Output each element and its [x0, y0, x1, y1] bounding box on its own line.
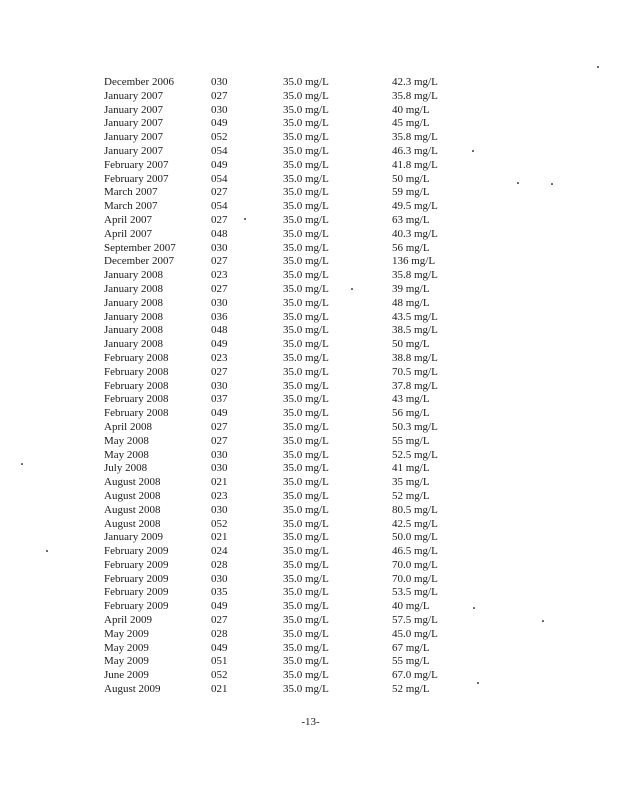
table-row: [104, 518, 484, 532]
row-outfall-code: 054: [211, 144, 228, 157]
row-date: April 2008: [104, 420, 152, 433]
row-result: 53.5 mg/L: [392, 586, 438, 599]
row-limit: 35.0 mg/L: [283, 393, 329, 406]
table-row: [104, 117, 484, 131]
row-limit: 35.0 mg/L: [283, 489, 329, 502]
row-limit: 35.0 mg/L: [283, 365, 329, 378]
row-date: January 2009: [104, 531, 163, 544]
data-table: [104, 76, 484, 697]
scan-speck: [244, 218, 246, 220]
row-outfall-code: 037: [211, 393, 228, 406]
row-outfall-code: 051: [211, 655, 228, 668]
table-row: [104, 669, 484, 683]
scan-speck: [473, 607, 475, 609]
row-result: 50.0 mg/L: [392, 531, 438, 544]
row-limit: 35.0 mg/L: [283, 172, 329, 185]
table-row: [104, 490, 484, 504]
row-result: 67 mg/L: [392, 641, 430, 654]
table-row: [104, 614, 484, 628]
row-outfall-code: 027: [211, 614, 228, 627]
row-limit: 35.0 mg/L: [283, 503, 329, 516]
row-outfall-code: 023: [211, 489, 228, 502]
row-outfall-code: 054: [211, 172, 228, 185]
page-number: -13-: [301, 716, 320, 728]
row-limit: 35.0 mg/L: [283, 641, 329, 654]
table-row: [104, 159, 484, 173]
row-result: 45.0 mg/L: [392, 627, 438, 640]
row-limit: 35.0 mg/L: [283, 89, 329, 102]
row-limit: 35.0 mg/L: [283, 420, 329, 433]
row-outfall-code: 030: [211, 448, 228, 461]
row-result: 39 mg/L: [392, 282, 430, 295]
row-outfall-code: 028: [211, 627, 228, 640]
table-row: [104, 476, 484, 490]
row-limit: 35.0 mg/L: [283, 117, 329, 130]
row-limit: 35.0 mg/L: [283, 269, 329, 282]
row-limit: 35.0 mg/L: [283, 324, 329, 337]
row-date: January 2007: [104, 103, 163, 116]
row-date: January 2008: [104, 338, 163, 351]
table-row: [104, 297, 484, 311]
row-limit: 35.0 mg/L: [283, 227, 329, 240]
scan-speck: [472, 150, 474, 152]
table-row: [104, 683, 484, 697]
row-outfall-code: 030: [211, 76, 228, 88]
row-date: January 2007: [104, 89, 163, 102]
row-outfall-code: 036: [211, 310, 228, 323]
row-result: 37.8 mg/L: [392, 379, 438, 392]
row-result: 42.5 mg/L: [392, 517, 438, 530]
row-limit: 35.0 mg/L: [283, 586, 329, 599]
row-limit: 35.0 mg/L: [283, 296, 329, 309]
row-result: 50.3 mg/L: [392, 420, 438, 433]
table-row: [104, 173, 484, 187]
row-outfall-code: 049: [211, 338, 228, 351]
table-row: [104, 131, 484, 145]
row-limit: 35.0 mg/L: [283, 282, 329, 295]
row-result: 49.5 mg/L: [392, 200, 438, 213]
table-row: [104, 642, 484, 656]
table-row: [104, 559, 484, 573]
row-outfall-code: 030: [211, 296, 228, 309]
row-outfall-code: 030: [211, 103, 228, 116]
table-row: [104, 324, 484, 338]
row-limit: 35.0 mg/L: [283, 558, 329, 571]
row-date: February 2007: [104, 172, 169, 185]
row-outfall-code: 054: [211, 200, 228, 213]
row-limit: 35.0 mg/L: [283, 683, 329, 696]
row-date: February 2008: [104, 351, 169, 364]
table-row: [104, 352, 484, 366]
row-outfall-code: 027: [211, 186, 228, 199]
row-outfall-code: 048: [211, 227, 228, 240]
row-result: 45 mg/L: [392, 117, 430, 130]
row-date: February 2008: [104, 393, 169, 406]
row-date: May 2009: [104, 641, 149, 654]
row-date: August 2008: [104, 489, 161, 502]
row-result: 43 mg/L: [392, 393, 430, 406]
row-limit: 35.0 mg/L: [283, 310, 329, 323]
table-row: [104, 421, 484, 435]
row-date: February 2009: [104, 545, 169, 558]
row-limit: 35.0 mg/L: [283, 434, 329, 447]
row-date: March 2007: [104, 186, 158, 199]
row-outfall-code: 049: [211, 641, 228, 654]
row-limit: 35.0 mg/L: [283, 669, 329, 682]
row-date: February 2009: [104, 600, 169, 613]
row-date: May 2008: [104, 434, 149, 447]
row-date: January 2008: [104, 324, 163, 337]
row-result: 67.0 mg/L: [392, 669, 438, 682]
row-outfall-code: 027: [211, 213, 228, 226]
row-result: 50 mg/L: [392, 172, 430, 185]
row-limit: 35.0 mg/L: [283, 103, 329, 116]
row-date: May 2009: [104, 627, 149, 640]
table-row: [104, 76, 484, 90]
table-row: [104, 655, 484, 669]
row-limit: 35.0 mg/L: [283, 531, 329, 544]
table-row: [104, 90, 484, 104]
table-row: [104, 214, 484, 228]
scan-speck: [542, 620, 544, 622]
row-date: January 2007: [104, 131, 163, 144]
row-outfall-code: 027: [211, 282, 228, 295]
table-row: [104, 407, 484, 421]
row-limit: 35.0 mg/L: [283, 379, 329, 392]
scan-speck: [351, 288, 353, 290]
row-result: 63 mg/L: [392, 213, 430, 226]
row-outfall-code: 021: [211, 531, 228, 544]
row-outfall-code: 023: [211, 351, 228, 364]
row-outfall-code: 027: [211, 434, 228, 447]
row-result: 70.0 mg/L: [392, 572, 438, 585]
row-result: 42.3 mg/L: [392, 76, 438, 88]
row-result: 52.5 mg/L: [392, 448, 438, 461]
row-limit: 35.0 mg/L: [283, 600, 329, 613]
row-limit: 35.0 mg/L: [283, 448, 329, 461]
row-limit: 35.0 mg/L: [283, 213, 329, 226]
row-outfall-code: 027: [211, 365, 228, 378]
row-limit: 35.0 mg/L: [283, 131, 329, 144]
table-row: [104, 104, 484, 118]
row-limit: 35.0 mg/L: [283, 76, 329, 88]
scan-speck: [21, 463, 23, 465]
row-date: February 2008: [104, 407, 169, 420]
row-outfall-code: 021: [211, 683, 228, 696]
table-row: [104, 628, 484, 642]
row-outfall-code: 023: [211, 269, 228, 282]
row-result: 43.5 mg/L: [392, 310, 438, 323]
row-result: 38.5 mg/L: [392, 324, 438, 337]
row-date: January 2008: [104, 296, 163, 309]
scan-speck: [46, 550, 48, 552]
row-limit: 35.0 mg/L: [283, 627, 329, 640]
row-outfall-code: 049: [211, 117, 228, 130]
row-date: July 2008: [104, 462, 148, 475]
row-date: January 2007: [104, 117, 163, 130]
table-row: [104, 311, 484, 325]
row-date: January 2007: [104, 144, 163, 157]
scan-speck: [477, 682, 479, 684]
row-result: 57.5 mg/L: [392, 614, 438, 627]
table-row: [104, 531, 484, 545]
table-row: [104, 283, 484, 297]
row-result: 35.8 mg/L: [392, 131, 438, 144]
row-result: 59 mg/L: [392, 186, 430, 199]
row-outfall-code: 024: [211, 545, 228, 558]
row-outfall-code: 028: [211, 558, 228, 571]
row-date: April 2007: [104, 227, 152, 240]
row-result: 35.8 mg/L: [392, 269, 438, 282]
row-limit: 35.0 mg/L: [283, 462, 329, 475]
row-outfall-code: 030: [211, 241, 228, 254]
row-limit: 35.0 mg/L: [283, 655, 329, 668]
row-result: 55 mg/L: [392, 434, 430, 447]
row-date: February 2007: [104, 158, 169, 171]
table-row: [104, 255, 484, 269]
row-limit: 35.0 mg/L: [283, 614, 329, 627]
table-row: [104, 380, 484, 394]
row-outfall-code: 030: [211, 572, 228, 585]
row-result: 52 mg/L: [392, 683, 430, 696]
row-result: 35.8 mg/L: [392, 89, 438, 102]
row-result: 70.5 mg/L: [392, 365, 438, 378]
row-result: 48 mg/L: [392, 296, 430, 309]
row-outfall-code: 027: [211, 89, 228, 102]
row-limit: 35.0 mg/L: [283, 407, 329, 420]
row-result: 40 mg/L: [392, 600, 430, 613]
row-outfall-code: 030: [211, 503, 228, 516]
row-date: April 2007: [104, 213, 152, 226]
table-row: [104, 600, 484, 614]
row-result: 46.3 mg/L: [392, 144, 438, 157]
row-outfall-code: 027: [211, 420, 228, 433]
row-limit: 35.0 mg/L: [283, 545, 329, 558]
row-result: 136 mg/L: [392, 255, 436, 268]
scan-speck: [517, 182, 519, 184]
row-result: 80.5 mg/L: [392, 503, 438, 516]
row-date: January 2008: [104, 269, 163, 282]
row-date: February 2008: [104, 379, 169, 392]
table-row: [104, 393, 484, 407]
row-result: 56 mg/L: [392, 241, 430, 254]
row-outfall-code: 030: [211, 379, 228, 392]
table-row: [104, 242, 484, 256]
row-date: February 2009: [104, 558, 169, 571]
row-outfall-code: 052: [211, 669, 228, 682]
row-outfall-code: 027: [211, 255, 228, 268]
row-result: 46.5 mg/L: [392, 545, 438, 558]
row-date: January 2008: [104, 310, 163, 323]
row-limit: 35.0 mg/L: [283, 338, 329, 351]
row-result: 70.0 mg/L: [392, 558, 438, 571]
row-outfall-code: 021: [211, 476, 228, 489]
row-date: December 2007: [104, 255, 174, 268]
row-limit: 35.0 mg/L: [283, 158, 329, 171]
table-row: [104, 366, 484, 380]
row-date: April 2009: [104, 614, 152, 627]
row-date: May 2009: [104, 655, 149, 668]
row-limit: 35.0 mg/L: [283, 200, 329, 213]
row-date: September 2007: [104, 241, 176, 254]
row-result: 41.8 mg/L: [392, 158, 438, 171]
row-date: May 2008: [104, 448, 149, 461]
table-row: [104, 200, 484, 214]
row-result: 50 mg/L: [392, 338, 430, 351]
row-result: 38.8 mg/L: [392, 351, 438, 364]
row-date: February 2009: [104, 586, 169, 599]
row-outfall-code: 030: [211, 462, 228, 475]
row-limit: 35.0 mg/L: [283, 241, 329, 254]
row-outfall-code: 048: [211, 324, 228, 337]
row-result: 40.3 mg/L: [392, 227, 438, 240]
row-date: August 2009: [104, 683, 161, 696]
table-row: [104, 586, 484, 600]
row-date: January 2008: [104, 282, 163, 295]
row-limit: 35.0 mg/L: [283, 144, 329, 157]
row-date: February 2009: [104, 572, 169, 585]
row-date: December 2006: [104, 76, 174, 88]
row-date: August 2008: [104, 517, 161, 530]
table-row: [104, 449, 484, 463]
table-row: [104, 145, 484, 159]
row-result: 52 mg/L: [392, 489, 430, 502]
row-outfall-code: 052: [211, 131, 228, 144]
table-row: [104, 338, 484, 352]
table-row: [104, 462, 484, 476]
row-outfall-code: 049: [211, 407, 228, 420]
row-result: 35 mg/L: [392, 476, 430, 489]
row-date: March 2007: [104, 200, 158, 213]
scan-speck: [551, 183, 553, 185]
table-row: [104, 186, 484, 200]
table-row: [104, 269, 484, 283]
row-limit: 35.0 mg/L: [283, 255, 329, 268]
row-result: 40 mg/L: [392, 103, 430, 116]
row-date: August 2008: [104, 476, 161, 489]
scan-speck: [597, 66, 599, 68]
row-limit: 35.0 mg/L: [283, 186, 329, 199]
row-outfall-code: 049: [211, 158, 228, 171]
row-date: August 2008: [104, 503, 161, 516]
row-limit: 35.0 mg/L: [283, 476, 329, 489]
row-result: 41 mg/L: [392, 462, 430, 475]
row-limit: 35.0 mg/L: [283, 351, 329, 364]
table-row: [104, 228, 484, 242]
row-outfall-code: 035: [211, 586, 228, 599]
table-row: [104, 545, 484, 559]
row-date: June 2009: [104, 669, 149, 682]
row-result: 56 mg/L: [392, 407, 430, 420]
table-row: [104, 573, 484, 587]
row-result: 55 mg/L: [392, 655, 430, 668]
row-outfall-code: 049: [211, 600, 228, 613]
row-date: February 2008: [104, 365, 169, 378]
table-row: [104, 504, 484, 518]
row-limit: 35.0 mg/L: [283, 572, 329, 585]
row-limit: 35.0 mg/L: [283, 517, 329, 530]
row-outfall-code: 052: [211, 517, 228, 530]
table-row: [104, 435, 484, 449]
